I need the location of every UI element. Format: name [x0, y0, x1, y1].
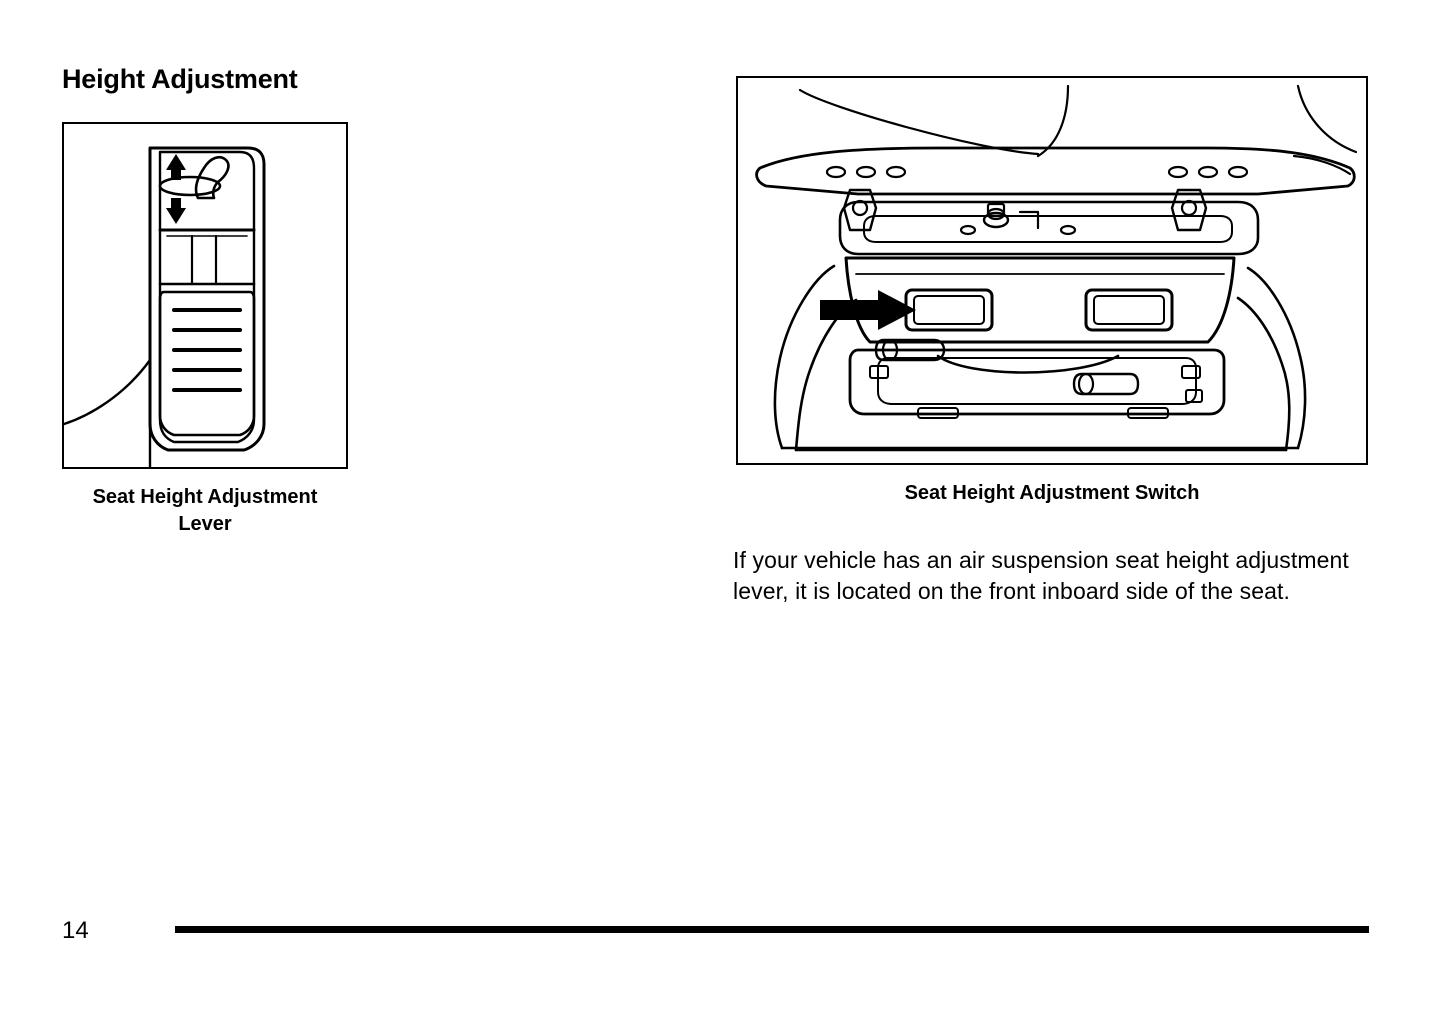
- figure-seat-height-adjustment-lever: [62, 122, 348, 469]
- seat-lever-illustration: [64, 124, 346, 467]
- figure-caption-lever-line1: Seat Height Adjustment: [92, 486, 318, 508]
- down-arrow-icon: [166, 198, 186, 224]
- figure-seat-height-adjustment-switch: [736, 76, 1368, 465]
- page-title: Height Adjustment: [62, 64, 298, 94]
- figure-caption-switch: Seat Height Adjustment Switch: [904, 482, 1200, 504]
- body-paragraph: If your vehicle has an air suspension seat height adjustment lever, it is located on the front inboard side of the seat.: [733, 547, 1349, 604]
- footer-divider: [175, 926, 1369, 933]
- page-number: 14: [62, 917, 89, 944]
- figure-caption-lever: [55, 484, 355, 538]
- left-column: [62, 64, 362, 117]
- figure-caption-lever-line2: Lever: [178, 513, 232, 535]
- seat-switch-illustration: [738, 78, 1366, 463]
